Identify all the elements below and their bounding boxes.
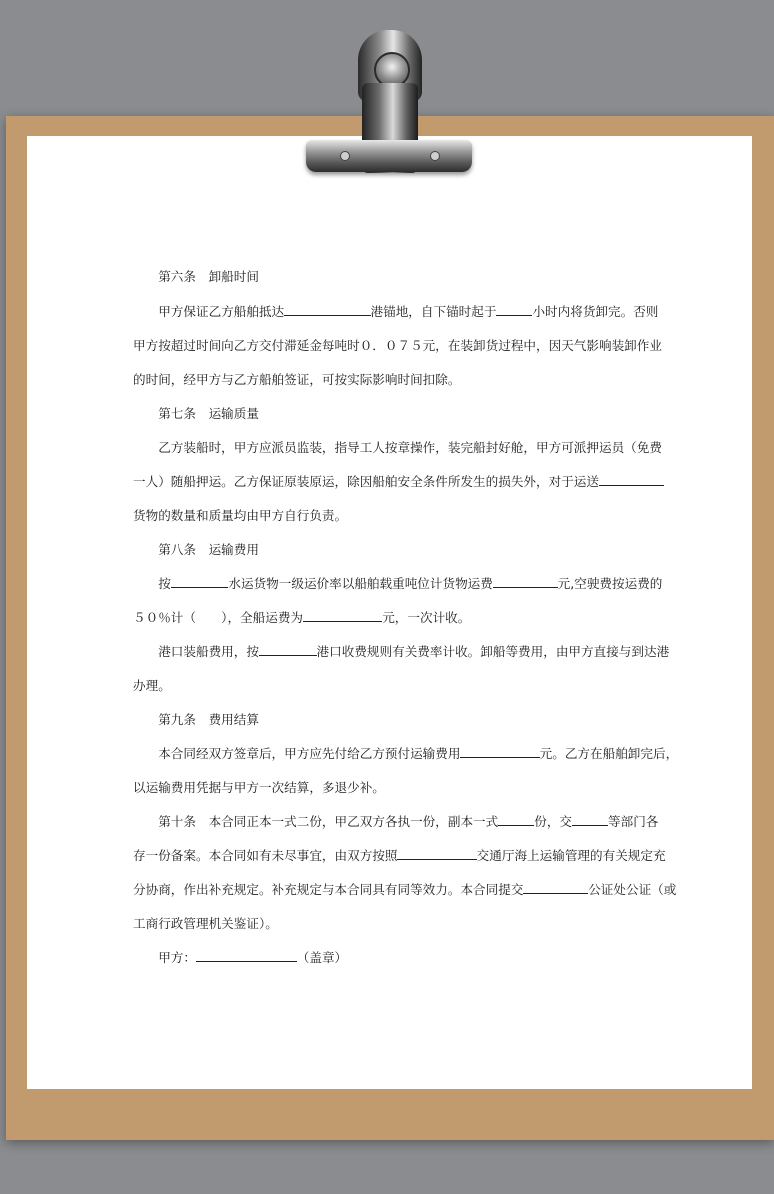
article-8-heading: 第八条 运输费用 bbox=[133, 542, 259, 557]
article-6-text: 甲方保证乙方船舶抵达 港锚地，自下锚时起于 小时内将货卸完。否则 bbox=[133, 304, 659, 319]
party-a-signature-line: 甲方： （盖章） bbox=[133, 950, 348, 965]
article-7-text: 乙方装船时，甲方应派员监装，指导工人按章操作，装完船封好舱，甲方可派押运员（免费 bbox=[133, 440, 662, 455]
article-6-text: 甲方按超过时间向乙方交付滞延金每吨时０．０７５元，在装卸货过程中，因天气影响装卸作业 bbox=[133, 338, 662, 353]
article-6-text: 的时间，经甲方与乙方船舶签证，可按实际影响时间扣除。 bbox=[133, 372, 461, 387]
article-8-text: ５０％计（ ），全船运费为 元，一次计收。 bbox=[133, 610, 471, 625]
article-7-text: 货物的数量和质量均由甲方自行负责。 bbox=[133, 508, 348, 523]
article-7-heading: 第七条 运输质量 bbox=[133, 406, 259, 421]
article-8-text: 按 水运货物一级运价率以船舶载重吨位计货物运费 元,空驶费按运费的 bbox=[133, 576, 663, 591]
article-6-heading: 第六条 卸船时间 bbox=[133, 269, 259, 284]
article-10-text: 分协商，作出补充规定。补充规定与本合同具有同等效力。本合同提交 公证处公证（或 bbox=[133, 882, 677, 897]
article-10-text: 第十条 本合同正本一式二份，甲乙双方各执一份，副本一式 份，交 等部门各 bbox=[133, 814, 659, 829]
article-9-heading: 第九条 费用结算 bbox=[133, 712, 259, 727]
article-8-text: 港口装船费用，按 港口收费规则有关费率计收。卸船等费用，由甲方直接与到达港 bbox=[133, 644, 670, 659]
binder-clip-icon bbox=[300, 28, 478, 176]
article-9-text: 本合同经双方签章后，甲方应先付给乙方预付运输费用 元。乙方在船舶卸完后， bbox=[133, 746, 679, 761]
article-10-text: 存一份备案。本合同如有未尽事宜，由双方按照 交通厅海上运输管理的有关规定充 bbox=[133, 848, 666, 863]
article-7-text: 一人）随船押运。乙方保证原装原运，除因船舶安全条件所发生的损失外，对于运送 bbox=[133, 471, 664, 490]
article-8-text: 办理。 bbox=[133, 678, 171, 693]
article-9-text: 以运输费用凭据与甲方一次结算，多退少补。 bbox=[133, 780, 385, 795]
article-10-text: 工商行政管理机关鉴证）。 bbox=[133, 916, 278, 931]
